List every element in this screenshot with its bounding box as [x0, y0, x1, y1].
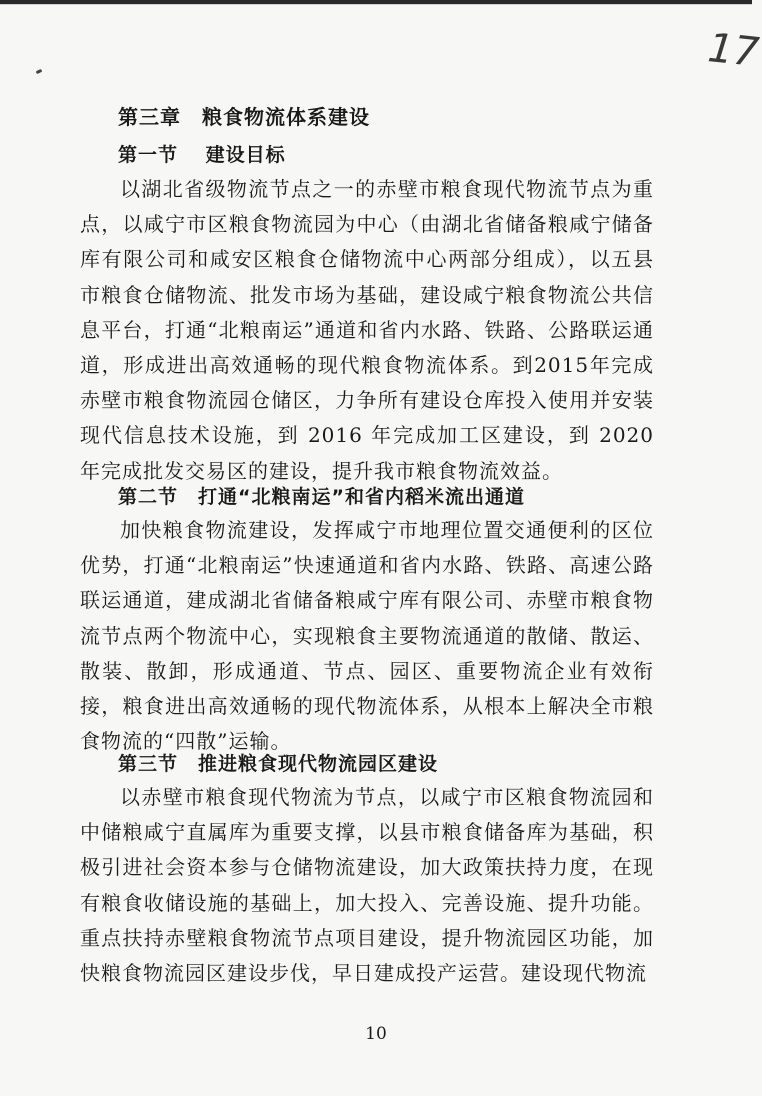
handwritten-page-mark: 17: [705, 25, 762, 77]
scan-speck: [36, 69, 43, 74]
section-3-heading: 第三节 推进粮食现代物流园区建设: [118, 753, 439, 775]
scan-line: [0, 4, 752, 5]
page-number: 10: [365, 1024, 387, 1044]
section-2-body: 加快粮食物流建设，发挥咸宁市地理位置交通便利的区位优势，打通“北粮南运”快速通道和省内水路、铁路、高速公路联运通道，建成湖北省储备粮咸宁库有限公司、赤壁市粮食物流节点两个物流中心，实现粮食主要物流通道的散储、散运、散装、散卸，形成通道、节点、园区、重要物流企业有效衔接，粮食进出高效通畅的现代物流体系，从根本上解决全市粮食物流的“四散”运输。: [80, 518, 654, 754]
section-1-heading: 第一节 建设目标: [118, 144, 286, 166]
section-1-body: 以湖北省级物流节点之一的赤壁市粮食现代物流节点为重点，以咸宁市区粮食物流园为中心（由湖北省储备粮咸宁储备库有限公司和咸安区粮食仓储物流中心两部分组成），以五县市粮食仓储物流、批发市场为基础，建设咸宁粮食物流公共信息平台，打通“北粮南运”通道和省内水路、铁路、公路联运通道，形成进出高效通畅的现代粮食物流体系。到2015年完成赤壁市粮食物流园仓储区，力争所有建设仓库投入使用并安装现代信息技术设施，到 2016 年完成加工区建设，到 2020 年完成批发交易区的建设，提升我市粮食物流效益。: [80, 177, 654, 483]
section-2-heading: 第二节 打通“北粮南运”和省内稻米流出通道: [118, 486, 525, 508]
chapter-title: 第三章 粮食物流体系建设: [118, 105, 370, 129]
section-3-body: 以赤壁市粮食现代物流为节点，以咸宁市区粮食物流园和中储粮咸宁直属库为重要支撑，以县市粮食储备库为基础，积极引进社会资本参与仓储物流建设，加大政策扶持力度，在现有粮食收储设施的基础上，加大投入、完善设施、提升功能。重点扶持赤壁粮食物流节点项目建设，提升物流园区功能，加快粮食物流园区建设步伐，早日建成投产运营。建设现代物流: [80, 785, 654, 986]
